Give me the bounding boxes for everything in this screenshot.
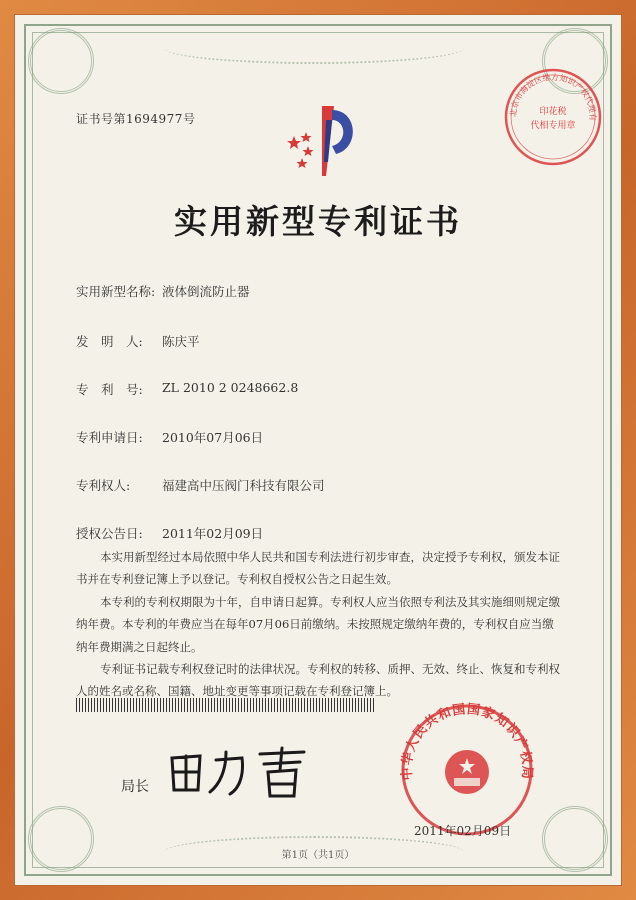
field-value: 液体倒流防止器	[162, 284, 250, 299]
body-paragraph: 专利证书记载专利权登记时的法律状况。专利权的转移、质押、无效、终止、恢复和专利权人的姓名或名称、国籍、地址变更等事项记载在专利登记簿上。	[76, 662, 560, 699]
certificate-title: 实用新型专利证书	[174, 202, 462, 241]
field-patent-number	[76, 380, 298, 398]
svg-text:北京市海淀区维方知识产权代理有限公司: 北京市海淀区维方知识产权代理有	[508, 72, 598, 121]
director-label: 局长	[121, 779, 149, 795]
certificate-body	[76, 546, 562, 703]
field-value: ZL 2010 2 0248662.8	[162, 380, 299, 395]
field-label: 专 利 号:	[76, 382, 143, 397]
svg-text:代相专用章: 代相专用章	[530, 121, 576, 131]
field-label: 授权公告日:	[76, 526, 143, 541]
national-emblem-icon	[445, 750, 489, 794]
issue-date: 2011年02月09日	[414, 824, 512, 838]
svg-text:印花税: 印花税	[539, 107, 567, 117]
field-value: 陈庆平	[162, 334, 200, 349]
sipo-logo-icon	[282, 102, 360, 182]
field-utility-model-name	[76, 282, 250, 300]
field-application-date	[76, 428, 263, 446]
body-paragraph: 本专利的专利权期限为十年，自申请日起算。专利权人应当依照专利法及其实施细则规定缴纳年费。本专利的年费应当在每年07月06日前缴纳。未按照规定缴纳年费的，专利权自应当缴纳年费期满之日起终止。	[76, 594, 560, 654]
field-grant-date	[76, 524, 263, 542]
body-paragraph: 本实用新型经过本局依照中华人民共和国专利法进行初步审查，决定授予专利权，颁发本证书并在专利登记簿上予以登记。专利权自授权公告之日起生效。	[76, 550, 560, 587]
field-label: 实用新型名称:	[76, 284, 156, 299]
certificate-paper	[14, 14, 622, 886]
field-label: 专利权人:	[76, 478, 131, 493]
field-label: 专利申请日:	[76, 430, 143, 445]
corner-ornament-br	[542, 806, 608, 872]
director-signature	[164, 744, 334, 804]
svg-text:中华人民共和国国家知识产权局: 中华人民共和国国家知识产权局	[399, 702, 535, 781]
barcode	[76, 698, 376, 712]
field-patentee	[76, 476, 325, 494]
field-value: 2011年02月09日	[162, 526, 264, 541]
field-inventor	[76, 332, 200, 350]
field-label: 发 明 人:	[76, 334, 143, 349]
field-value: 福建高中压阀门科技有限公司	[162, 478, 325, 493]
field-value: 2010年07月06日	[162, 430, 264, 445]
corner-ornament-bl	[28, 806, 94, 872]
top-ornament	[164, 32, 464, 64]
corner-ornament-tl	[28, 28, 94, 94]
agency-seal	[502, 66, 604, 168]
certificate-number: 证书号第1694977号	[76, 112, 196, 126]
page-number: 第1页（共1页）	[281, 850, 355, 861]
